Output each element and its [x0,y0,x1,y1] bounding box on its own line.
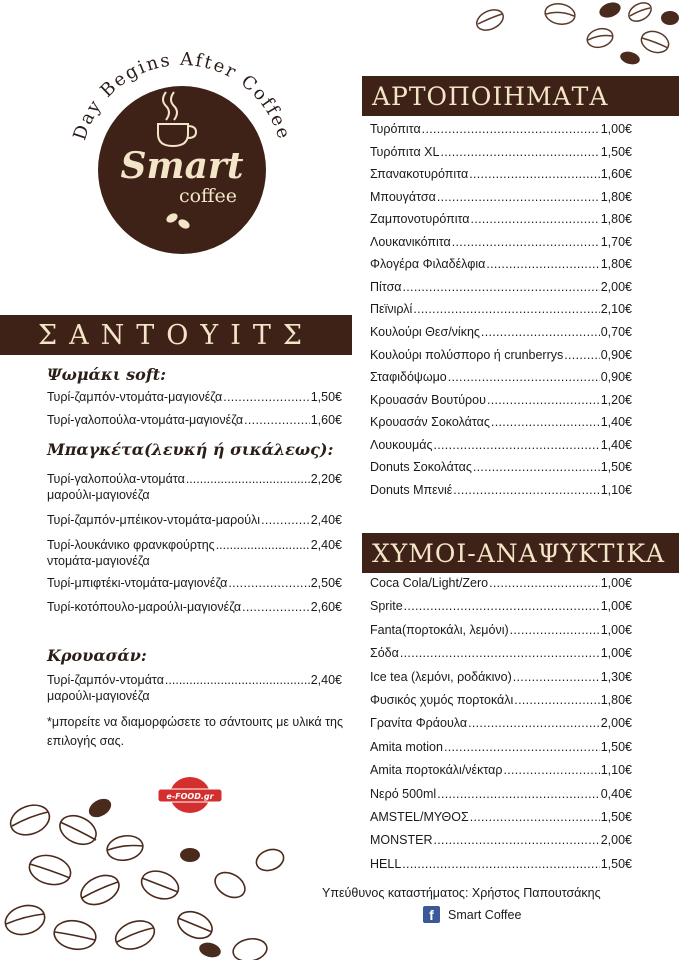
item-name: Πίτσα [370,279,402,294]
menu-item [47,537,342,569]
menu-item [370,483,632,497]
menu-item [370,787,632,801]
item-name-line2: μαρούλι-μαγιονέζα [47,488,150,502]
menu-item [370,348,632,362]
item-price: 1,00€ [600,599,632,614]
item-price: 0,90€ [600,347,632,362]
item-name: Μπουγάτσα [370,189,436,204]
item-name: Φυσικός χυμός πορτοκάλι [370,693,514,707]
item-name-line2: μαρούλι-μαγιονέζα [47,689,150,703]
menu-item [370,415,632,429]
item-name: Fanta(πορτοκάλι, λεμόνι) [370,622,509,637]
item-name: Τυρί-κοτόπουλο-μαρούλι-μαγιονέζα [47,600,242,614]
item-name: Amita motion [370,739,443,754]
menu-item [370,302,632,316]
menu-item [370,235,632,249]
item-price: 2,50€ [310,576,342,590]
item-name: Πεϊνιρλί [370,302,413,317]
item-price: 1,10€ [600,763,632,778]
item-name: Σόδα [370,646,399,661]
drinks-header: ΧΥΜΟΙ-ΑΝΑΨΥΚΤΙΚΑ [362,533,679,573]
item-name: Ice tea (λεμόνι, ροδάκινο) [370,669,512,684]
menu-item [370,857,632,871]
item-price: 0,90€ [600,370,632,385]
menu-item [47,576,342,590]
menu-item [370,280,632,294]
item-name: Κουλούρι Θεσ/νίκης [370,324,480,339]
item-name: Κρουασάν Σοκολάτας [370,415,490,430]
item-price: 0,40€ [600,786,632,801]
menu-item [370,810,632,824]
item-price: 1,20€ [600,392,632,407]
item-price: 1,10€ [600,482,632,497]
item-price: 2,00€ [600,716,632,731]
item-name: Τυρί-μπιφτέκι-ντομάτα-μαγιονέζα [47,576,228,590]
smart-coffee-logo [70,40,290,270]
menu-item [47,471,342,503]
menu-item [370,257,632,271]
menu-item [370,370,632,384]
menu-item [370,190,632,204]
item-price: 1,40€ [600,415,632,430]
menu-item [370,623,632,637]
item-name: Ζαμπονοτυρόπιτα [370,212,470,227]
item-price: 1,80€ [600,189,632,204]
facebook-icon: f [423,906,440,923]
item-price: 1,50€ [600,144,632,159]
item-name: MONSTER [370,833,433,848]
item-price: 1,00€ [600,576,632,590]
item-price: 1,50€ [310,390,342,404]
menu-item [47,672,342,704]
item-price: 2,00€ [600,833,632,848]
item-name: Τυρί-ζαμπόν-ντομάτα [47,673,164,687]
item-name: Τυρί-ζαμπόν-ντομάτα-μαγιονέζα [47,390,223,404]
sandwiches-header: ΣΑΝΤΟΥΙΤΣ [0,315,352,355]
store-manager: Υπεύθυνος καταστήματος: Χρήστος Παπουτσάκης [322,886,601,900]
item-price: 2,60€ [310,600,342,614]
item-price: 1,50€ [600,810,632,824]
efood-label: e-FOOD.gr [166,792,214,801]
coffee-beans-decoration [470,0,679,70]
item-name: Τυρί-ζαμπόν-μπέικον-ντομάτα-μαρούλι [47,513,261,527]
item-price: 2,20€ [310,472,342,486]
item-name: Φλογέρα Φιλαδέλφια [370,257,486,272]
item-name: Νερό 500ml [370,786,437,801]
item-name: Τυρί-γαλοπούλα-ντομάτα-μαγιονέζα [47,413,244,427]
item-price: 0,70€ [600,324,632,339]
item-price: 1,70€ [600,234,632,249]
item-name: Τυρί-γαλοπούλα-ντομάτα [47,472,185,486]
item-name: Amita πορτοκάλι/νέκταρ [370,763,503,778]
item-price: 2,00€ [600,279,632,294]
menu-item [47,600,342,614]
item-name: Σπανακοτυρόπιτα [370,167,469,182]
item-price: 2,40€ [310,538,342,552]
menu-item [370,145,632,159]
menu-item [370,833,632,847]
menu-item [370,716,632,730]
facebook-label: Smart Coffee [448,907,522,922]
item-price: 1,50€ [600,856,632,871]
menu-item [370,460,632,474]
baguette-title: Μπαγκέτα(λευκή ή σικάλεως): [47,440,334,459]
item-name: Σταφιδόψωμο [370,370,447,385]
logo-sub: coffee [178,185,238,207]
menu-item [370,670,632,684]
item-price: 1,60€ [600,167,632,182]
menu-item [370,576,632,590]
menu-item [370,393,632,407]
item-price: 1,00€ [600,646,632,661]
item-price: 1,60€ [310,413,342,427]
item-name: AMSTEL/ΜΥΘΟΣ [370,810,469,824]
item-price: 1,00€ [600,622,632,637]
item-name: Coca Cola/Light/Zero [370,576,489,590]
item-name: Λουκουμάς [370,437,433,452]
coffee-beans-decoration [0,760,300,960]
item-name: Τυρόπιτα [370,122,421,136]
menu-item [370,122,632,136]
logo-brand: Smart [120,145,244,187]
item-name: Τυρί-λουκάνικο φρανκφούρτης [47,538,215,552]
item-name: Λουκανικόπιτα [370,234,451,249]
menu-item [370,438,632,452]
bakery-header: ΑΡΤΟΠΟΙΗΜΑΤΑ [362,76,679,116]
logo-tagline: Day Begins After Coffe [70,48,290,143]
item-name-line2: ντομάτα-μαγιονέζα [47,554,150,568]
item-name: Κουλούρι πολύσπορο ή crunberrys [370,347,564,362]
item-price: 1,30€ [600,669,632,684]
menu-item [370,763,632,777]
item-name: Τυρόπιτα XL [370,144,440,159]
item-price: 1,50€ [600,460,632,475]
item-name: Sprite [370,599,403,614]
item-price: 2,40€ [310,673,342,687]
item-price: 1,80€ [600,212,632,227]
croissant-title: Κρουασάν: [47,646,147,665]
item-price: 1,80€ [600,693,632,707]
item-name: Donuts Μπενιέ [370,482,453,497]
item-price: 2,40€ [310,513,342,527]
menu-item [370,599,632,613]
item-price: 1,80€ [600,257,632,272]
menu-item [370,325,632,339]
menu-item [370,167,632,181]
facebook-link[interactable] [423,906,521,923]
menu-item [47,413,342,427]
item-price: 1,40€ [600,437,632,452]
item-name: HELL [370,856,402,871]
menu-item [370,693,632,707]
soft-bread-title: Ψωμάκι soft: [47,365,167,384]
item-name: Γρανίτα Φράουλα [370,716,468,731]
menu-item [370,646,632,660]
menu-item [370,740,632,754]
menu-item [47,390,342,404]
item-name: Κρουασάν Βουτύρου [370,392,486,407]
item-price: 1,00€ [600,122,632,136]
customize-note: *μπορείτε να διαμορφώσετε το σάντουιτς με υλικά της επιλογής σας. [47,715,344,748]
menu-item [47,513,342,527]
menu-item [370,212,632,226]
item-name: Donuts Σοκολάτας [370,460,472,475]
item-price: 2,10€ [600,302,632,317]
item-price: 1,50€ [600,739,632,754]
